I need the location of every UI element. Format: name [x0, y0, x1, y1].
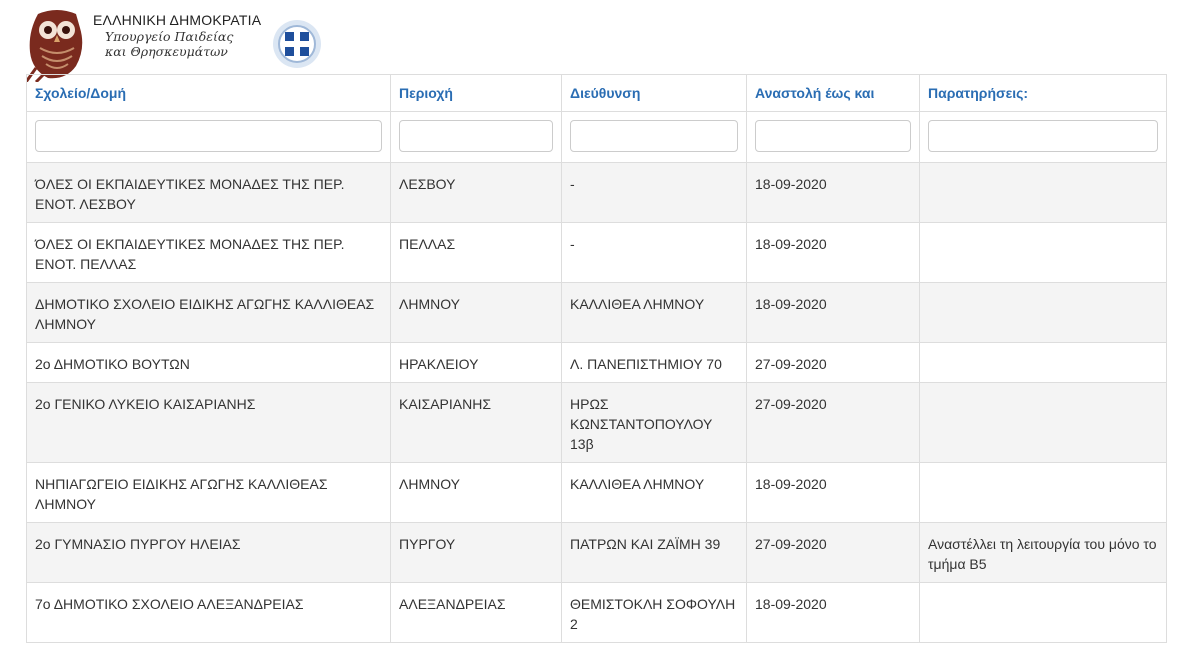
filter-notes-input[interactable]: [928, 120, 1158, 152]
cell-suspended-until: 18-09-2020: [747, 283, 920, 343]
cell-notes: [920, 343, 1167, 383]
cell-area: ΠΕΛΛΑΣ: [391, 223, 562, 283]
table-body: [27, 163, 1167, 643]
table-row: [27, 523, 1167, 583]
column-header-notes[interactable]: Παρατηρήσεις:: [920, 75, 1167, 112]
cell-address: ΗΡΩΣ ΚΩΝΣΤΑΝΤΟΠΟΥΛΟΥ 13β: [562, 383, 747, 463]
greek-seal-icon: [271, 18, 323, 70]
column-header-address[interactable]: Διεύθυνση: [562, 75, 747, 112]
cell-notes: [920, 383, 1167, 463]
cell-address: ΠΑΤΡΩΝ ΚΑΙ ΖΑΪΜΗ 39: [562, 523, 747, 583]
cell-address: ΚΑΛΛΙΘΕΑ ΛΗΜΝΟΥ: [562, 463, 747, 523]
cell-suspended-until: 27-09-2020: [747, 383, 920, 463]
ministry-title: [93, 12, 261, 59]
column-header-area[interactable]: Περιοχή: [391, 75, 562, 112]
cell-school: ΔΗΜΟΤΙΚΟ ΣΧΟΛΕΙΟ ΕΙΔΙΚΗΣ ΑΓΩΓΗΣ ΚΑΛΛΙΘΕΑΣ ΛΗΜΝΟΥ: [27, 283, 391, 343]
page-header: [26, 8, 346, 78]
column-header-school[interactable]: Σχολείο/Δομή: [27, 75, 391, 112]
cell-area: ΛΗΜΝΟΥ: [391, 283, 562, 343]
owl-logo-icon: [26, 8, 88, 82]
ministry-name-line2: και Θρησκευμάτων: [105, 44, 228, 59]
cell-notes: [920, 283, 1167, 343]
cell-area: ΠΥΡΓΟΥ: [391, 523, 562, 583]
filter-area-input[interactable]: [399, 120, 553, 152]
cell-area: ΛΗΜΝΟΥ: [391, 463, 562, 523]
cell-notes: [920, 223, 1167, 283]
country-name: ΕΛΛΗΝΙΚΗ ΔΗΜΟΚΡΑΤΙΑ: [93, 12, 262, 28]
cell-notes: Αναστέλλει τη λειτουργία του μόνο το τμήμα Β5: [920, 523, 1167, 583]
cell-suspended-until: 18-09-2020: [747, 163, 920, 223]
table-row: [27, 223, 1167, 283]
table-row: [27, 383, 1167, 463]
table-row: [27, 283, 1167, 343]
filter-until-input[interactable]: [755, 120, 911, 152]
cell-notes: [920, 463, 1167, 523]
cell-school: ΌΛΕΣ ΟΙ ΕΚΠΑΙΔΕΥΤΙΚΕΣ ΜΟΝΑΔΕΣ ΤΗΣ ΠΕΡ. ΕΝΟΤ. ΠΕΛΛΑΣ: [27, 223, 391, 283]
cell-area: ΛΕΣΒΟΥ: [391, 163, 562, 223]
filter-school-input[interactable]: [35, 120, 382, 152]
cell-school: 2ο ΓΥΜΝΑΣΙΟ ΠΥΡΓΟΥ ΗΛΕΙΑΣ: [27, 523, 391, 583]
table-header-row: [27, 75, 1167, 112]
schools-table: [26, 74, 1167, 643]
cell-suspended-until: 27-09-2020: [747, 343, 920, 383]
column-header-suspended-until[interactable]: Αναστολή έως και: [747, 75, 920, 112]
filter-row: [27, 112, 1167, 163]
table-row: [27, 343, 1167, 383]
cell-address: Λ. ΠΑΝΕΠΙΣΤΗΜΙΟΥ 70: [562, 343, 747, 383]
cell-school: 2ο ΓΕΝΙΚΟ ΛΥΚΕΙΟ ΚΑΙΣΑΡΙΑΝΗΣ: [27, 383, 391, 463]
cell-address: ΚΑΛΛΙΘΕΑ ΛΗΜΝΟΥ: [562, 283, 747, 343]
cell-address: -: [562, 223, 747, 283]
cell-address: -: [562, 163, 747, 223]
cell-suspended-until: 27-09-2020: [747, 523, 920, 583]
cell-school: ΝΗΠΙΑΓΩΓΕΙΟ ΕΙΔΙΚΗΣ ΑΓΩΓΗΣ ΚΑΛΛΙΘΕΑΣ ΛΗΜΝΟΥ: [27, 463, 391, 523]
table-row: [27, 163, 1167, 223]
filter-address-input[interactable]: [570, 120, 738, 152]
cell-area: ΗΡΑΚΛΕΙΟΥ: [391, 343, 562, 383]
cell-notes: [920, 163, 1167, 223]
cell-suspended-until: 18-09-2020: [747, 223, 920, 283]
cell-school: ΌΛΕΣ ΟΙ ΕΚΠΑΙΔΕΥΤΙΚΕΣ ΜΟΝΑΔΕΣ ΤΗΣ ΠΕΡ. ΕΝΟΤ. ΛΕΣΒΟΥ: [27, 163, 391, 223]
cell-area: ΚΑΙΣΑΡΙΑΝΗΣ: [391, 383, 562, 463]
cell-address: ΘΕΜΙΣΤΟΚΛΗ ΣΟΦΟΥΛΗ 2: [562, 583, 747, 643]
cell-area: ΑΛΕΞΑΝΔΡΕΙΑΣ: [391, 583, 562, 643]
table-row: [27, 463, 1167, 523]
cell-suspended-until: 18-09-2020: [747, 463, 920, 523]
cell-school: 2ο ΔΗΜΟΤΙΚΟ ΒΟΥΤΩΝ: [27, 343, 391, 383]
cell-notes: [920, 583, 1167, 643]
ministry-name-line1: Υπουργείο Παιδείας: [105, 29, 234, 44]
cell-suspended-until: 18-09-2020: [747, 583, 920, 643]
table-row: [27, 583, 1167, 643]
cell-school: 7ο ΔΗΜΟΤΙΚΟ ΣΧΟΛΕΙΟ ΑΛΕΞΑΝΔΡΕΙΑΣ: [27, 583, 391, 643]
